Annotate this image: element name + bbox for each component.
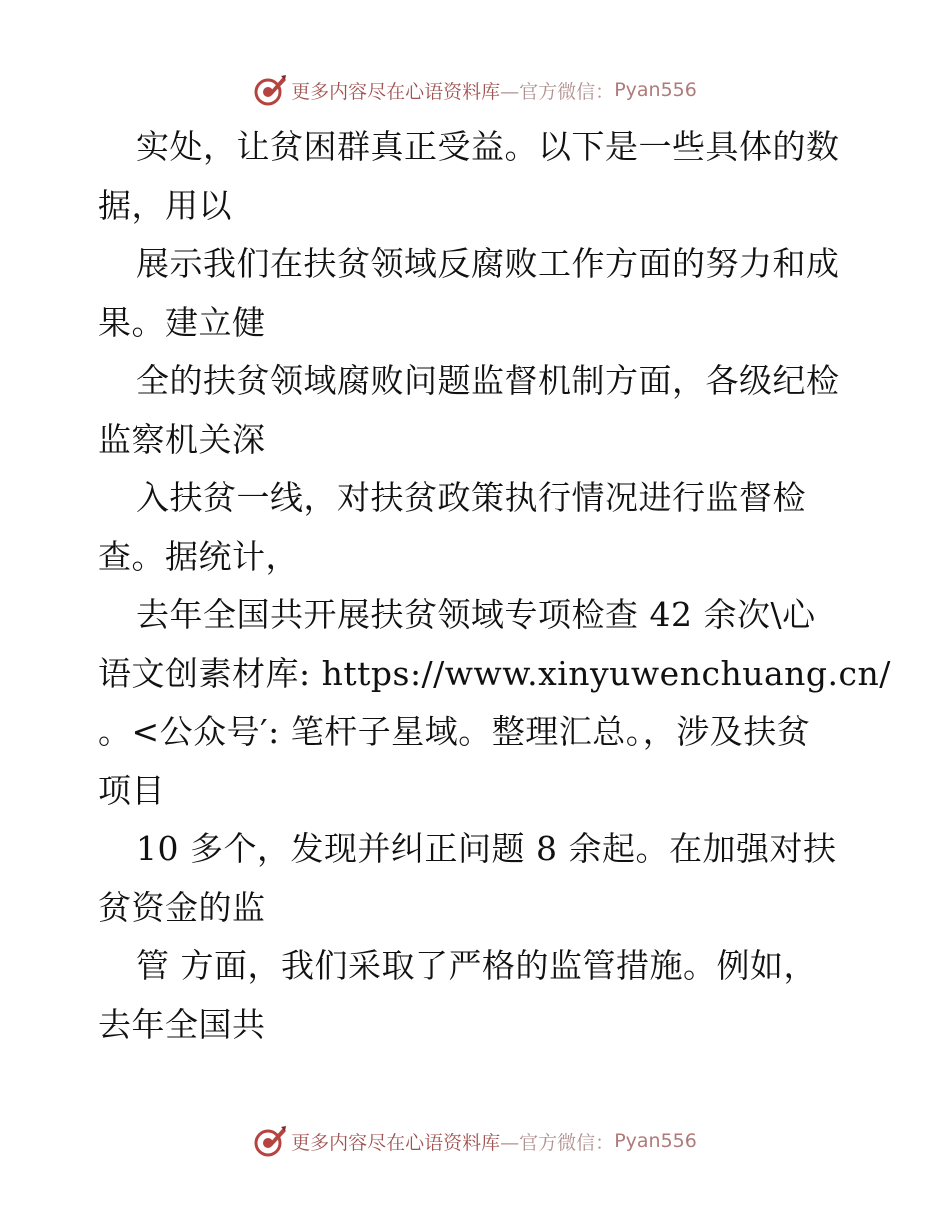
text-line: 据，用以	[98, 185, 232, 225]
text-line: 贫资金的监	[98, 887, 266, 927]
text-line: 项目	[98, 770, 165, 810]
text-line: 。<公众号′: 笔杆子星域。整理汇总。，涉及扶贫	[98, 712, 811, 751]
watermark-official-label: —官方微信：	[500, 1131, 615, 1154]
text-line: 果。建立健	[98, 302, 266, 342]
text-line: 查。据统计，	[98, 536, 299, 576]
watermark-text: 更多内容尽在心语资料库	[291, 1131, 501, 1154]
watermark-text: 更多内容尽在心语资料库	[291, 80, 501, 103]
document-body	[98, 118, 891, 1054]
watermark-official-label: —官方微信：	[500, 80, 615, 103]
pen-logo-icon	[253, 1124, 287, 1158]
header-watermark	[0, 70, 950, 110]
text-line: 监察机关深	[98, 419, 266, 459]
text-line: 去年全国共开展扶贫领域专项检查 42 余次\心	[136, 595, 816, 634]
text-line: 管 方面，我们采取了严格的监管措施。例如，	[136, 946, 817, 985]
text-line: 10 多个，发现并纠正问题 8 余起。在加强对扶	[136, 829, 837, 868]
text-line: 去年全国共	[98, 1004, 266, 1044]
text-line: 展示我们在扶贫领域反腐败工作方面的努力和成	[136, 244, 840, 283]
text-line-url: 语文创素材库: https://www.xinyuwenchuang.cn/	[98, 653, 891, 693]
watermark-account: Pyan556	[614, 1130, 697, 1152]
footer-watermark	[0, 1121, 950, 1161]
text-line: 全的扶贫领域腐败问题监督机制方面，各级纪检	[136, 361, 840, 400]
watermark-account: Pyan556	[614, 79, 697, 101]
pen-logo-icon	[253, 73, 287, 107]
text-line: 实处，让贫困群真正受益。以下是一些具体的数	[136, 127, 840, 166]
text-line: 入扶贫一线，对扶贫政策执行情况进行监督检	[136, 478, 806, 517]
